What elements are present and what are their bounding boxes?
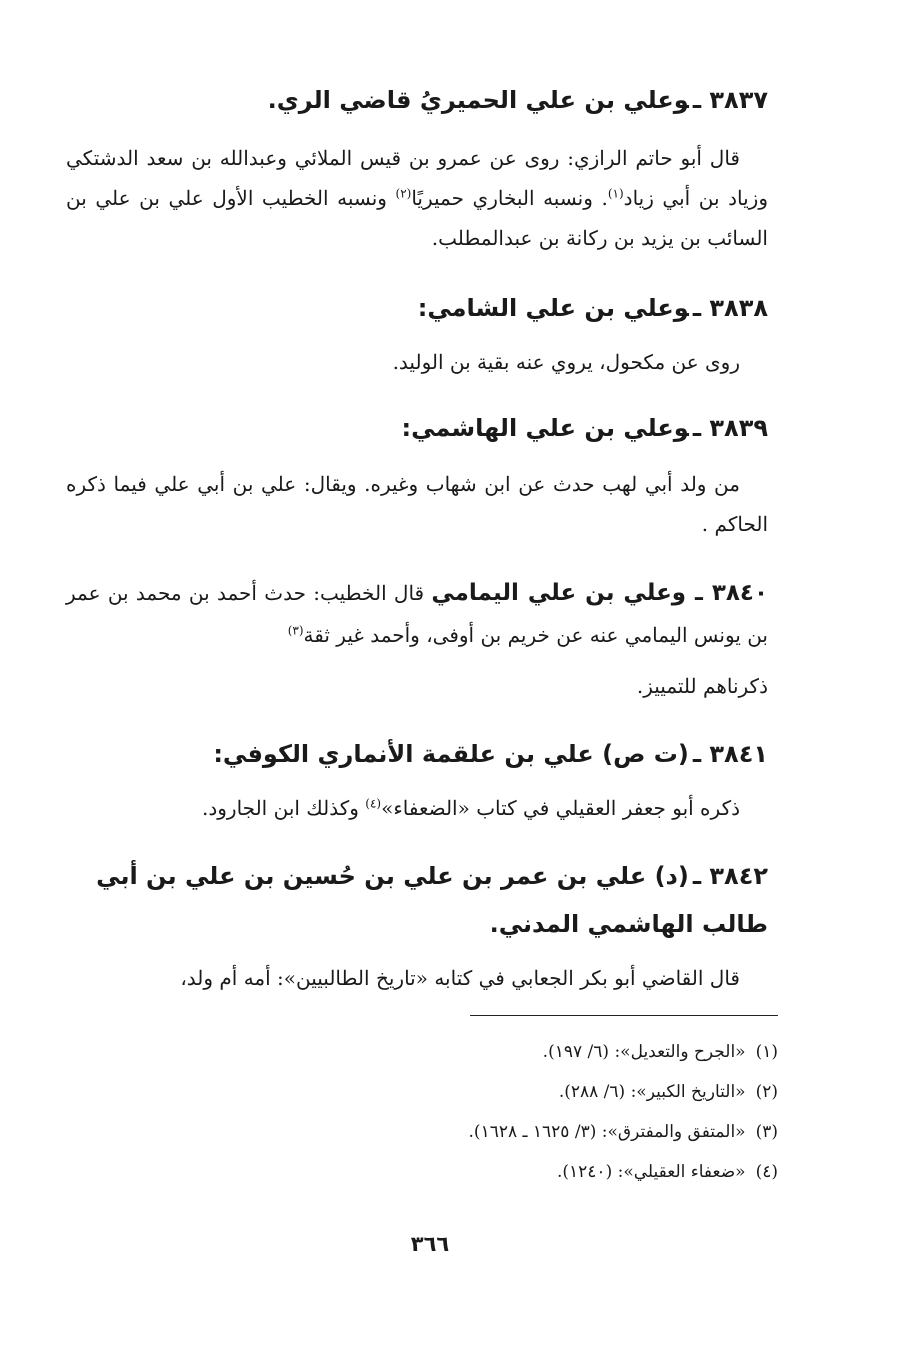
entry-body <box>66 138 768 258</box>
footnote-ref[interactable]: (١) <box>607 186 624 201</box>
footnote-number: (٣) <box>755 1122 778 1142</box>
entry-3837 <box>66 78 768 258</box>
entry-heading <box>66 286 768 330</box>
entry-text: ونسبه الخطيب الأول علي بن علي بن السائب بن يزيد بن ركانة بن عبدالمطلب. <box>66 186 768 250</box>
entry-3839 <box>66 406 768 544</box>
entry-body: روى عن مكحول، يروي عنه بقية بن الوليد. <box>392 350 740 374</box>
entry-heading <box>66 406 768 450</box>
page-number: ٣٦٦ <box>410 1232 450 1256</box>
entry-number: ٣٨٣٨ ـ <box>692 294 768 322</box>
entry-title: وعلي بن علي الشامي: <box>417 294 689 322</box>
footnote-number: (٢) <box>755 1082 778 1102</box>
entry-heading <box>66 78 768 122</box>
entry-number: ٣٨٤١ ـ <box>692 740 768 768</box>
entry-body <box>66 572 768 656</box>
entry-title: وعلي بن علي الحميريُ قاضي الري. <box>267 86 689 114</box>
footnote-number: (٤) <box>755 1162 778 1182</box>
footnote-text: «ضعفاء العقيلي»: (١٢٤٠). <box>556 1162 746 1182</box>
entry-body <box>66 788 768 828</box>
entry-3841 <box>66 732 768 828</box>
footnote <box>258 1112 778 1152</box>
entry-number: ٣٨٣٧ ـ <box>692 86 768 114</box>
footnote-ref[interactable]: (٤) <box>365 796 382 811</box>
footnote-text: «المتفق والمفترق»: (٣/ ١٦٢٥ ـ ١٦٢٨). <box>468 1122 746 1142</box>
entry-heading <box>66 852 768 948</box>
entry-text: قال أبو حاتم الرازي: روى عن عمرو بن قيس الملائي وعبدالله بن سعد الدشتكي وزياد بن أبي زياد <box>66 146 768 210</box>
footnote <box>258 1032 778 1072</box>
entry-body: من ولد أبي لهب حدث عن ابن شهاب وغيره. ويقال: علي بن أبي علي فيما ذكره الحاكم . <box>66 472 768 536</box>
footnote-text: «الجرح والتعديل»: (٦/ ١٩٧). <box>542 1042 746 1062</box>
footnote <box>258 1152 778 1192</box>
entry-3840 <box>66 572 768 706</box>
entry-number: ٣٨٣٩ ـ <box>692 414 768 442</box>
entry-heading: ٣٨٤٠ ـ وعلي بن علي اليمامي <box>431 580 768 606</box>
footnotes <box>258 1032 778 1192</box>
entry-3838 <box>66 286 768 382</box>
footnote-ref[interactable]: (٢) <box>395 186 412 201</box>
footnote-ref[interactable]: (٣) <box>287 623 304 638</box>
entry-title: (د) علي بن عمر بن علي بن حُسين بن علي بن أبي طالب الهاشمي المدني. <box>96 862 768 938</box>
entry-text: وكذلك ابن الجارود. <box>202 796 366 820</box>
footnote-text: «التاريخ الكبير»: (٦/ ٢٨٨). <box>558 1082 746 1102</box>
entry-heading <box>66 732 768 776</box>
entry-text: قال الخطيب: حدث أحمد بن محمد بن عمر بن يونس اليمامي عنه عن خريم بن أوفى، وأحمد غير ثقة <box>66 581 768 647</box>
entry-number: ٣٨٤٢ ـ <box>692 862 768 890</box>
entry-3842 <box>66 852 768 998</box>
footnote <box>258 1072 778 1112</box>
entry-title: وعلي بن علي الهاشمي: <box>401 414 689 442</box>
entry-text: . ونسبه البخاري حميريًا <box>411 186 608 210</box>
footnote-divider <box>470 1015 778 1016</box>
entry-body: قال القاضي أبو بكر الجعابي في كتابه «تاريخ الطالبيين»: أمه أم ولد، <box>180 966 740 990</box>
entry-title: (ت ص) علي بن علقمة الأنماري الكوفي: <box>213 740 689 768</box>
entry-note: ذكرناهم للتمييز. <box>636 674 768 698</box>
entry-text: ذكره أبو جعفر العقيلي في كتاب «الضعفاء» <box>381 796 740 820</box>
footnote-number: (١) <box>755 1042 778 1062</box>
